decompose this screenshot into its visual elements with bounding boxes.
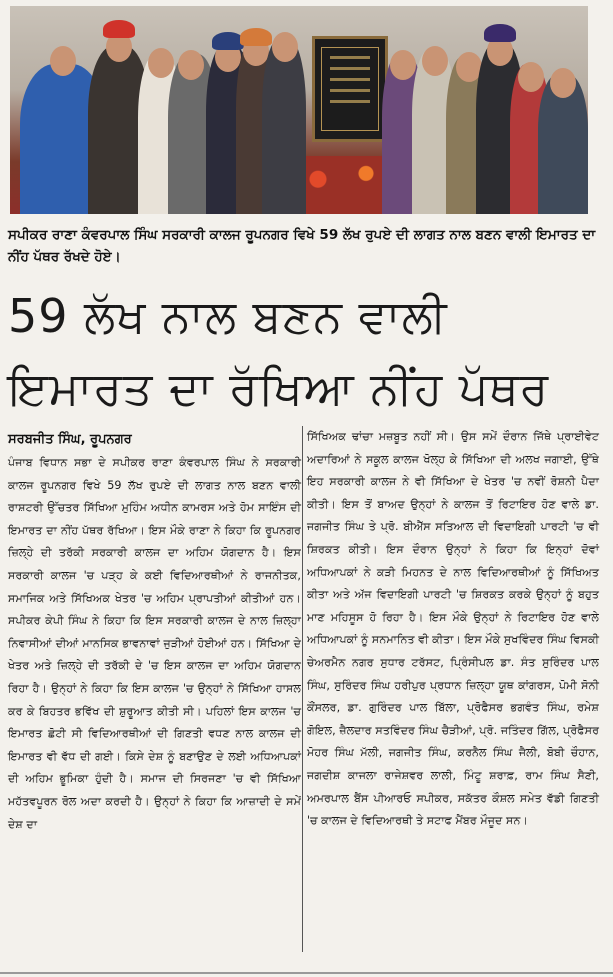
person-head xyxy=(50,46,76,76)
person-head xyxy=(272,32,298,62)
byline: ਸਰਬਜੀਤ ਸਿੰਘ, ਰੂਪਨਗਰ xyxy=(8,432,132,447)
person-head xyxy=(518,62,544,92)
turban xyxy=(240,28,272,46)
person-head xyxy=(390,50,416,80)
column-divider xyxy=(302,426,303,952)
person xyxy=(262,38,306,214)
page-edge-line xyxy=(0,972,613,974)
headline xyxy=(8,280,598,424)
turban xyxy=(103,20,135,38)
body-column-left: ਪੰਜਾਬ ਵਿਧਾਨ ਸਭਾ ਦੇ ਸਪੀਕਰ ਰਾਣਾ ਕੰਵਰਪਾਲ ਸਿੰਘ ਨੇ ਸਰਕਾਰੀ ਕਾਲਜ ਰੂਪਨਗਰ ਵਿਖੇ 59 ਲੱਖ ਰੁਪਏ ਦੀ ਲਾਗਤ ਨਾਲ ਬਣਨ ਵਾਲੀ ਰਾਸ਼ਟਰੀ ਉੱਚਤਰ ਸਿੱਖਿਆ ਮੁਹਿੰਮ ਅਧੀਨ ਕਾਮਰਸ ਅਤੇ ਹੋਮ ਸਾਇੰਸ ਦੀ ਇਮਾਰਤ ਦਾ ਨੀਂਹ ਪੱਥਰ ਰੱਖਿਆ। ਇਸ ਮੌਕੇ ਰਾਣਾ ਨੇ ਕਿਹਾ ਕਿ ਰੂਪਨਗਰ ਜ਼ਿਲ੍ਹੇ ਦੀ ਤਰੱਕੀ ਸਰਕਾਰੀ ਕਾਲਜ ਦਾ ਅਹਿਮ ਯੋਗਦਾਨ ਹੈ। ਇਸ ਸਰਕਾਰੀ ਕਾਲਜ 'ਚ ਪੜ੍ਹ ਕੇ ਕਈ ਵਿਦਿਆਰਥੀਆਂ ਨੇ ਰਾਜਨੀਤਕ, ਸਮਾਜਿਕ ਅਤੇ ਸਿੱਖਿਅਕ ਖੇਤਰ 'ਚ ਅਹਿਮ ਪ੍ਰਾਪਤੀਆਂ ਕੀਤੀਆਂ ਹਨ। ਸਪੀਕਰ ਕੇਪੀ ਸਿੰਘ ਨੇ ਕਿਹਾ ਕਿ ਇਸ ਸਰਕਾਰੀ ਕਾਲਜ ਦੇ ਨਾਲ ਜ਼ਿਲ੍ਹਾ ਨਿਵਾਸੀਆਂ ਦੀਆਂ ਮਾਨਸਿਕ ਭਾਵਨਾਵਾਂ ਜੁੜੀਆਂ ਹੋਈਆਂ ਹਨ। ਸਿੱਖਿਆ ਦੇ ਖੇਤਰ ਅਤੇ ਜ਼ਿਲ੍ਹੇ ਦੀ ਤਰੱਕੀ ਦੇ 'ਚ ਇਸ ਕਾਲਜ ਦਾ ਅਹਿਮ ਯੋਗਦਾਨ ਰਿਹਾ ਹੈ। ਉਨ੍ਹਾਂ ਨੇ ਕਿਹਾ ਕਿ ਇਸ ਕਾਲਜ 'ਚ ਉਨ੍ਹਾਂ ਨੇ ਸਿੱਖਿਆ ਹਾਸਲ ਕਰ ਕੇ ਬਿਹਤਰ ਭਵਿੱਖ ਦੀ ਸ਼ੁਰੂਆਤ ਕੀਤੀ ਸੀ। ਪਹਿਲਾਂ ਇਸ ਕਾਲਜ 'ਚ ਇਮਾਰਤ ਛੋਟੀ ਸੀ ਵਿਦਿਆਰਥੀਆਂ ਦੀ ਗਿਣਤੀ ਵਧਣ ਨਾਲ ਕਾਲਜ ਦੀ ਇਮਾਰਤ ਵੀ ਵੱਧ ਦੀ ਗਈ। ਕਿਸੇ ਦੇਸ਼ ਨੂੰ ਬਣਾਉਣ ਦੇ ਲਈ ਅਧਿਆਪਕਾਂ ਦੀ ਅਹਿਮ ਭੂਮਿਕਾ ਹੁੰਦੀ ਹੈ। ਸਮਾਜ ਦੀ ਸਿਰਜਣਾ 'ਚ ਵੀ ਸਿੱਖਿਆ ਮਹੱਤਵਪੂਰਨ ਰੋਲ ਅਦਾ ਕਰਦੀ ਹੈ। ਉਨ੍ਹਾਂ ਨੇ ਕਿਹਾ ਕਿ ਆਜ਼ਾਦੀ ਦੇ ਸਮੇਂ ਦੇਸ਼ ਦਾ xyxy=(8,456,301,831)
photo-caption: ਸਪੀਕਰ ਰਾਣਾ ਕੰਵਰਪਾਲ ਸਿੰਘ ਸਰਕਾਰੀ ਕਾਲਜ ਰੂਪਨਗਰ ਵਿਖੇ 59 ਲੱਖ ਰੁਪਏ ਦੀ ਲਾਗਤ ਨਾਲ ਬਣਨ ਵਾਲੀ ਇਮਾਰਤ ਦਾ ਨੀਂਹ ਪੱਥਰ ਰੱਖਦੇ ਹੋਏ। xyxy=(8,227,596,265)
body-column-right: ਸਿੱਖਿਅਕ ਢਾਂਚਾ ਮਜ਼ਬੂਤ ਨਹੀਂ ਸੀ। ਉਸ ਸਮੇਂ ਦੌਰਾਨ ਜਿੱਥੇ ਪ੍ਰਾਈਵੇਟ ਅਦਾਰਿਆਂ ਨੇ ਸਕੂਲ ਕਾਲਜ ਖੋਲ੍ਹ ਕੇ ਸਿੱਖਿਆ ਦੀ ਅਲਖ ਜਗਾਈ, ਉੱਥੇ ਇਹ ਸਰਕਾਰੀ ਕਾਲਜ ਨੇ ਵੀ ਸਿੱਖਿਆ ਦੇ ਖੇਤਰ 'ਚ ਨਵੀਂ ਰੋਸ਼ਨੀ ਪੈਦਾ ਕੀਤੀ। ਇਸ ਤੋਂ ਬਾਅਦ ਉਨ੍ਹਾਂ ਨੇ ਕਾਲਜ ਤੋਂ ਰਿਟਾਇਰ ਹੋਣ ਵਾਲੇ ਡਾ. ਜਗਜੀਤ ਸਿੰਘ ਤੇ ਪ੍ਰੋ. ਬੀਐੱਸ ਸਤਿਆਲ ਦੀ ਵਿਦਾਇਗੀ ਪਾਰਟੀ 'ਚ ਵੀ ਸ਼ਿਰਕਤ ਕੀਤੀ। ਇਸ ਦੌਰਾਨ ਉਨ੍ਹਾਂ ਨੇ ਕਿਹਾ ਕਿ ਇਨ੍ਹਾਂ ਦੋਵਾਂ ਅਧਿਆਪਕਾਂ ਨੇ ਕੜੀ ਮਿਹਨਤ ਦੇ ਨਾਲ ਵਿਦਿਆਰਥੀਆਂ ਨੂੰ ਸਿੱਖਿਅਤ ਕੀਤਾ ਅਤੇ ਅੱਜ ਵਿਦਾਇਗੀ ਪਾਰਟੀ 'ਚ ਸ਼ਿਰਕਤ ਕਰਕੇ ਉਨ੍ਹਾਂ ਨੂੰ ਬਹੁਤ ਮਾਣ ਮਹਿਸੂਸ ਹੋ ਰਿਹਾ ਹੈ। ਇਸ ਮੌਕੇ ਉਨ੍ਹਾਂ ਨੇ ਰਿਟਾਇਰ ਹੋਣ ਵਾਲੇ ਅਧਿਆਪਕਾਂ ਨੂੰ ਸਨਮਾਨਿਤ ਵੀ ਕੀਤਾ। ਇਸ ਮੌਕੇ ਸੁਖਵਿੰਦਰ ਸਿੰਘ ਵਿਸਕੀ ਚੇਅਰਮੈਨ ਨਗਰ ਸੁਧਾਰ ਟਰੱਸਟ, ਪ੍ਰਿੰਸੀਪਲ ਡਾ. ਸੰਤ ਸੁਰਿੰਦਰ ਪਾਲ ਸਿੰਘ, ਸੁਰਿੰਦਰ ਸਿੰਘ ਹਰੀਪੁਰ ਪ੍ਰਧਾਨ ਜ਼ਿਲ੍ਹਾ ਯੂਥ ਕਾਂਗਰਸ, ਪੋਮੀ ਸੋਨੀ ਕੌਂਸਲਰ, ਡਾ. ਗੁਰਿੰਦਰ ਪਾਲ ਬਿੱਲਾ, ਪ੍ਰੋਫੈਸਰ ਭਗਵੰਤ ਸਿੰਘ, ਰਮੇਸ਼ ਗੋਇਲ, ਜ਼ੈਲਦਾਰ ਸਤਵਿੰਦਰ ਸਿੰਘ ਚੈੜੀਆਂ, ਪ੍ਰੋ. ਜਤਿੰਦਰ ਗਿੱਲ, ਪ੍ਰੋਫੈਸਰ ਮੋਹਰ ਸਿੰਘ ਮੱਲੀ, ਜਗਜੀਤ ਸਿੰਘ, ਕਰਨੈਲ ਸਿੰਘ ਜੈਲੀ, ਬੋਬੀ ਚੌਹਾਨ, ਜਗਦੀਸ਼ ਕਾਜਲਾ ਰਾਜੇਸ਼ਵਰ ਲਾਲੀ, ਮਿੰਟੂ ਸ਼ਰਾਫ਼, ਰਾਮ ਸਿੰਘ ਸੈਣੀ, ਅਮਰਪਾਲ ਬੈਂਸ ਪੀਆਰਓ ਸਪੀਕਰ, ਸਕੱਤਰ ਕੌਸ਼ਲ ਸਮੇਤ ਵੱਡੀ ਗਿਣਤੀ 'ਚ ਕਾਲਜ ਦੇ ਵਿਦਿਆਰਥੀ ਤੇ ਸਟਾਫ ਮੈਂਬਰ ਮੌਜੂਦ ਸਨ। xyxy=(307,430,599,828)
news-photo xyxy=(10,6,588,214)
foundation-stone-plaque xyxy=(312,36,388,142)
person-head xyxy=(422,46,448,76)
turban xyxy=(484,24,516,42)
person-head xyxy=(148,48,174,78)
headline-line-2: ਇਮਾਰਤ ਦਾ ਰੱਖਿਆ ਨੀਂਹ ਪੱਥਰ xyxy=(8,361,550,415)
headline-line-1: 59 ਲੱਖ ਨਾਲ ਬਣਨ ਵਾਲੀ xyxy=(8,289,448,343)
person-head xyxy=(178,50,204,80)
person-head xyxy=(550,68,576,98)
